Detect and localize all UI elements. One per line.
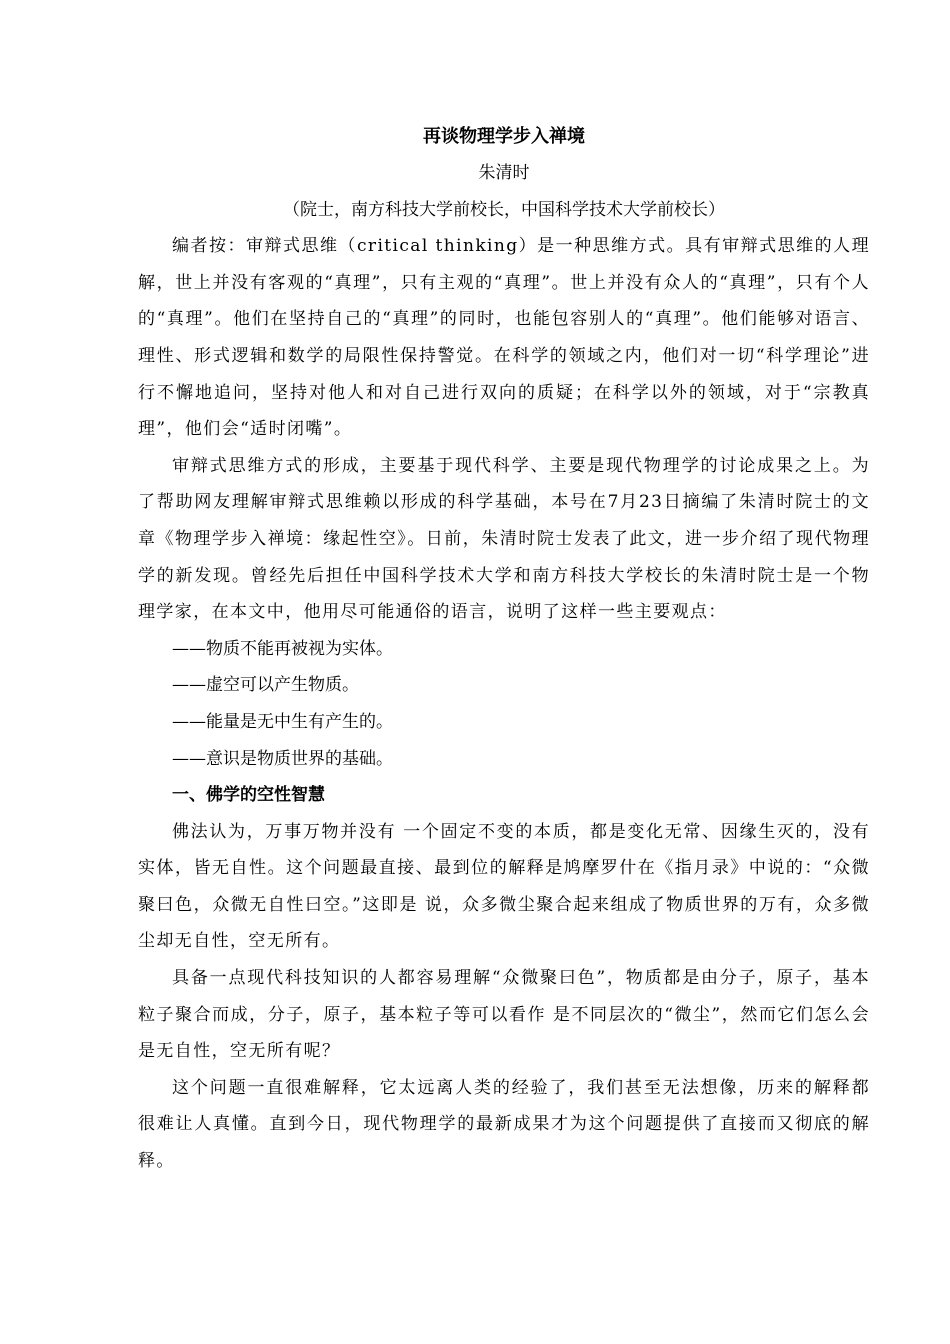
body-paragraph: 这个问题一直很难解释，它太远离人类的经验了，我们甚至无法想像，历来的解释都很难让人真懂。直到今日，现代物理学的最新成果才为这个问题提供了直接而又彻底的解释。 (138, 1077, 870, 1172)
section-heading: 一、佛学的空性智慧 (172, 785, 325, 806)
key-point-item: ——意识是物质世界的基础。 (172, 748, 393, 769)
article-title: 再谈物理学步入禅境 (423, 126, 585, 147)
intro-paragraph: 审辩式思维方式的形成，主要基于现代科学、主要是现代物理学的讨论成果之上。为了帮助网友理解审辩式思维赖以形成的科学基础，本号在7月23日摘编了朱清时院士的文章《物理学步入禅境：缘起性空》。日前，朱清时院士发表了此文，进一步介绍了现代物理学的新发现。曾经先后担任中国科学技术大学和南方科技大学校长的朱清时院士是一个物理学家，在本文中，他用尽可能通俗的语言，说明了这样一些主要观点： (138, 455, 870, 623)
author-affiliation: （院士，南方科技大学前校长，中国科学技术大学前校长） (283, 199, 725, 220)
body-paragraph: 佛法认为，万事万物并没有 一个固定不变的本质，都是变化无常、因缘生灭的，没有实体，皆无自性。这个问题最直接、最到位的解释是鸠摩罗什在《指月录》中说的：“众微聚曰色，众微无自性曰空。”这即是 说，众多微尘聚合起来组成了物质世界的万有，众多微尘却无自性，空无所有。 (138, 821, 870, 952)
key-point-item: ——物质不能再被视为实体。 (172, 638, 393, 659)
body-paragraph: 具备一点现代科技知识的人都容易理解“众微聚曰色”，物质都是由分子，原子，基本粒子聚合而成，分子，原子，基本粒子等可以看作 是不同层次的“微尘”，然而它们怎么会是无自性，空无所有呢？ (138, 968, 870, 1062)
article-author: 朱清时 (478, 163, 530, 183)
key-point-item: ——虚空可以产生物质。 (172, 675, 359, 696)
document-page (138, 118, 870, 1180)
editor-note-paragraph: 编者按：审辩式思维（critical thinking）是一种思维方式。具有审辩式思维的人理解，世上并没有客观的“真理”，只有主观的“真理”。世上并没有众人的“真理”，只有个人的“真理”。他们在坚持自己的“真理”的同时，也能包容别人的“真理”。他们能够对语言、理性、形式逻辑和数学的局限性保持警觉。在科学的领域之内，他们对一切“科学理论”进行不懈地追问，坚持对他人和对自己进行双向的质疑；在科学以外的领域，对于“宗教真理”，他们会“适时闭嘴”。 (138, 236, 870, 440)
key-point-item: ——能量是无中生有产生的。 (172, 711, 393, 732)
